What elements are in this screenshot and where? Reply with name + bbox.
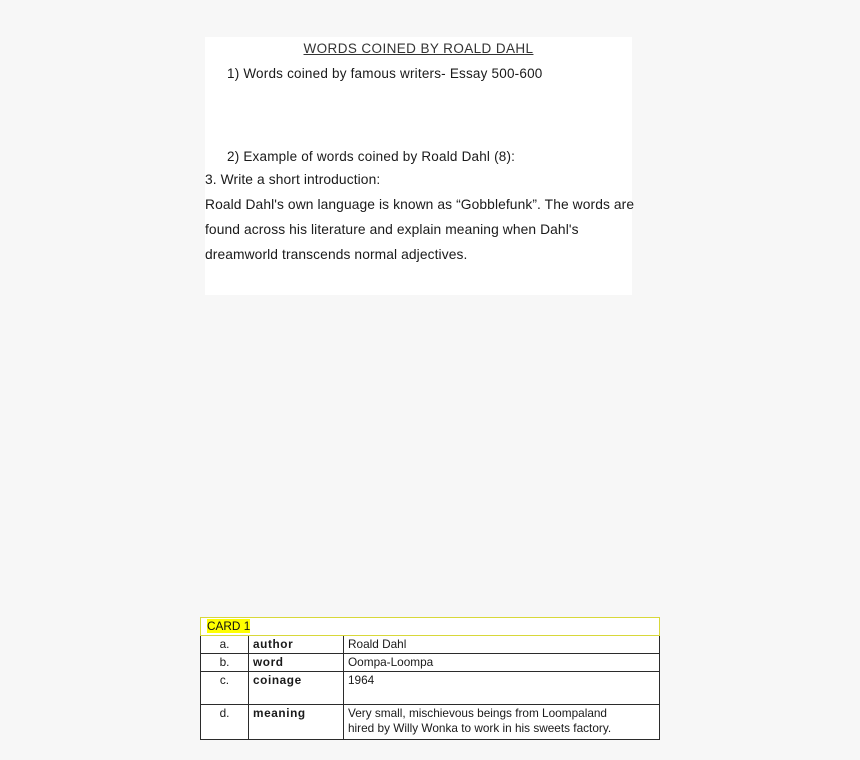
row-letter: d. (201, 705, 249, 740)
row-value-line-2: hired by Willy Wonka to work in his sweets factory. (348, 721, 612, 735)
row-value: 1964 (344, 672, 660, 705)
table-row (201, 636, 660, 654)
card-table (200, 617, 660, 740)
row-letter: c. (201, 672, 249, 705)
card-label-cell (201, 618, 660, 636)
row-field: meaning (249, 705, 344, 740)
row-field: word (249, 654, 344, 672)
row-value-line-1: Very small, mischievous beings from Loompaland (348, 706, 607, 720)
page-title: WORDS COINED BY ROALD DAHL (303, 41, 534, 56)
worksheet-item-2: 2) Example of words coined by Roald Dahl (8): (227, 149, 516, 164)
introduction-line-3: dreamworld transcends normal adjectives. (205, 247, 468, 262)
introduction-line-1: Roald Dahl's own language is known as “Gobblefunk”. The words are (205, 197, 635, 212)
row-value (344, 705, 660, 740)
introduction-heading: 3. Write a short introduction: (205, 172, 381, 187)
row-value: Oompa-Loompa (344, 654, 660, 672)
row-field: coinage (249, 672, 344, 705)
row-value: Roald Dahl (344, 636, 660, 654)
introduction-block (205, 167, 650, 267)
table-row (201, 618, 660, 636)
row-letter: b. (201, 654, 249, 672)
row-letter: a. (201, 636, 249, 654)
card-label: CARD 1 (207, 619, 251, 633)
table-row (201, 672, 660, 705)
table-row (201, 705, 660, 740)
worksheet-item-1: 1) Words coined by famous writers- Essay 500-600 (227, 66, 543, 81)
table-row (201, 654, 660, 672)
introduction-line-2: found across his literature and explain meaning when Dahl's (205, 222, 579, 237)
row-field: author (249, 636, 344, 654)
